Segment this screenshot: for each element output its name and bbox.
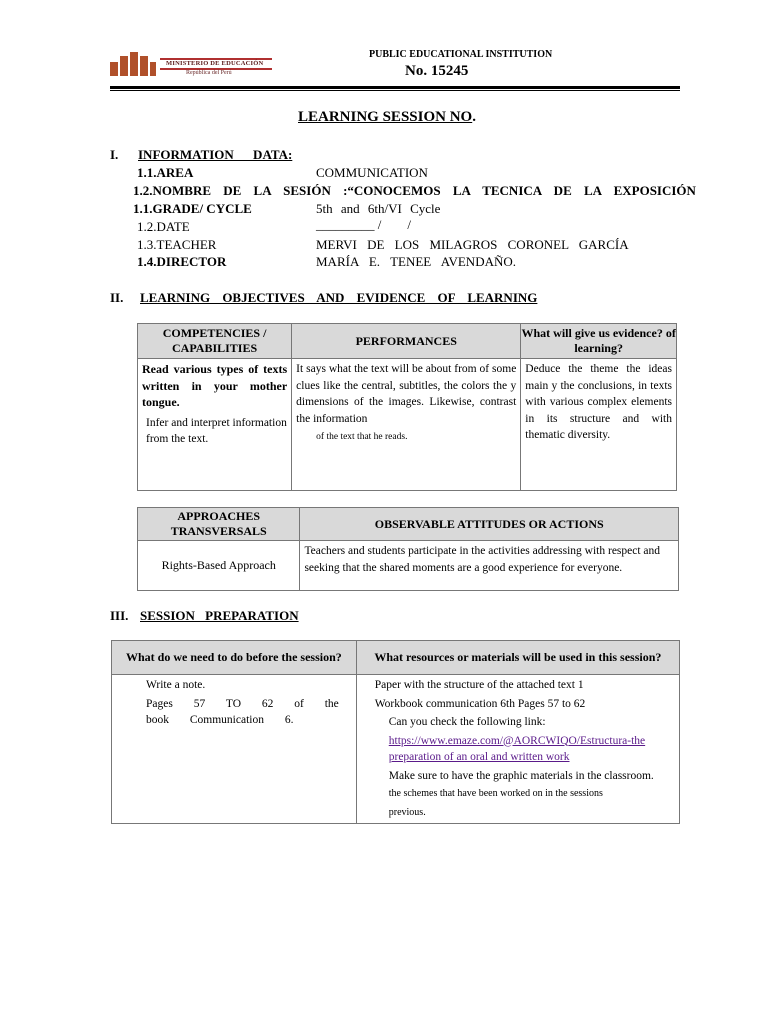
attitudes-cell bbox=[300, 541, 679, 591]
performance-cell bbox=[292, 359, 521, 491]
competency-text: Read various types of texts written in your mother tongue. bbox=[142, 362, 288, 409]
performance-text-small: of the text that he reads. bbox=[316, 432, 408, 442]
grade-label: 1.1.GRADE/ CYCLE bbox=[133, 201, 252, 216]
resource-item-4: Make sure to have the graphic materials in the classroom. bbox=[388, 769, 654, 782]
col-competencies: COMPETENCIES / CAPABILITIES bbox=[138, 324, 292, 359]
resource-item-2: Workbook communication 6th Pages 57 to 62 bbox=[374, 697, 586, 710]
date-label: 1.2.DATE bbox=[137, 219, 190, 234]
teacher-label: 1.3.TEACHER bbox=[137, 237, 217, 252]
col-before: What do we need to do before the session? bbox=[112, 641, 357, 675]
before-item-1: Write a note. bbox=[146, 679, 206, 691]
evidence-cell bbox=[521, 359, 677, 491]
section-2-number: II. bbox=[110, 290, 124, 305]
area-value: COMMUNICATION bbox=[316, 165, 428, 180]
preparation-table bbox=[111, 640, 680, 824]
header-rule bbox=[110, 86, 680, 89]
director-value: MARÍA E. TENEE AVENDAÑO. bbox=[316, 254, 516, 269]
section-1-number: I. bbox=[110, 147, 119, 162]
evidence-text: Deduce the theme the ideas main y the conclusions, in texts with various complex elements in its structure and with thematic diversity. bbox=[525, 363, 672, 441]
page-title: LEARNING SESSION NO. bbox=[298, 109, 476, 125]
col-evidence: What will give us evidence? of learning? bbox=[521, 324, 677, 359]
col-performances: PERFORMANCES bbox=[292, 324, 521, 359]
resources-cell bbox=[356, 675, 679, 824]
competency-cell bbox=[138, 359, 292, 491]
section-3-number: III. bbox=[110, 608, 129, 623]
section-3-heading: SESSION PREPARATION bbox=[140, 608, 299, 623]
institution-name: PUBLIC EDUCATIONAL INSTITUTION bbox=[369, 49, 553, 60]
objectives-table bbox=[137, 323, 677, 491]
director-label: 1.4.DIRECTOR bbox=[137, 254, 227, 269]
ministry-name: MINISTERIO DE EDUCACIÓN bbox=[166, 60, 264, 67]
area-label: 1.1.AREA bbox=[137, 165, 194, 180]
ministry-logo bbox=[110, 50, 280, 82]
session-name: 1.2.NOMBRE DE LA SESIÓN :“CONOCEMOS LA TECNICA DE LA EXPOSICIÓN bbox=[133, 183, 696, 198]
capability-item: Infer and interpret information from the text. bbox=[146, 416, 287, 445]
resource-item-1: Paper with the structure of the attached text 1 bbox=[374, 679, 584, 691]
header-rule-thin bbox=[110, 90, 680, 91]
approach-cell bbox=[138, 541, 300, 591]
approach-label: Rights-Based Approach bbox=[161, 558, 276, 573]
resource-item-4-cont: the schemes that have been worked on in the sessions bbox=[388, 788, 603, 799]
col-approaches: APPROACHES TRANSVERSALS bbox=[138, 508, 300, 541]
teacher-value: MERVI DE LOS MILAGROS CORONEL GARCÍA bbox=[316, 237, 629, 252]
col-resources: What resources or materials will be used in this session? bbox=[356, 641, 679, 675]
performance-text: It says what the text will be about from of some clues like the central, subtitles, the colors the y dimensions of the images. Likewise, contrast the information bbox=[296, 363, 517, 425]
before-item-2: Pages 57 TO 62 of the book Communication 6. bbox=[146, 697, 339, 726]
grade-value: 5th and 6th/VI Cycle bbox=[316, 201, 441, 216]
emaze-link[interactable]: https://www.emaze.com/@AORCWIQO/Estructura-the preparation of an oral and written work bbox=[388, 734, 646, 763]
approaches-table bbox=[137, 507, 679, 591]
resource-item-4-end: previous. bbox=[388, 806, 426, 818]
col-attitudes: OBSERVABLE ATTITUDES OR ACTIONS bbox=[300, 508, 679, 541]
resource-item-3: Can you check the following link: bbox=[388, 716, 546, 728]
institution-number: No. 15245 bbox=[405, 63, 469, 79]
section-2-heading: LEARNING OBJECTIVES AND EVIDENCE OF LEARNING bbox=[140, 290, 538, 305]
date-value: _________ / / bbox=[316, 217, 411, 232]
before-cell bbox=[112, 675, 357, 824]
section-1-heading: INFORMATION DATA: bbox=[138, 147, 293, 162]
attitudes-text: Teachers and students participate in the activities addressing with respect and seeking that the shared moments are a good experience for everyone. bbox=[304, 545, 661, 574]
republic-name: República del Perú bbox=[186, 70, 232, 76]
